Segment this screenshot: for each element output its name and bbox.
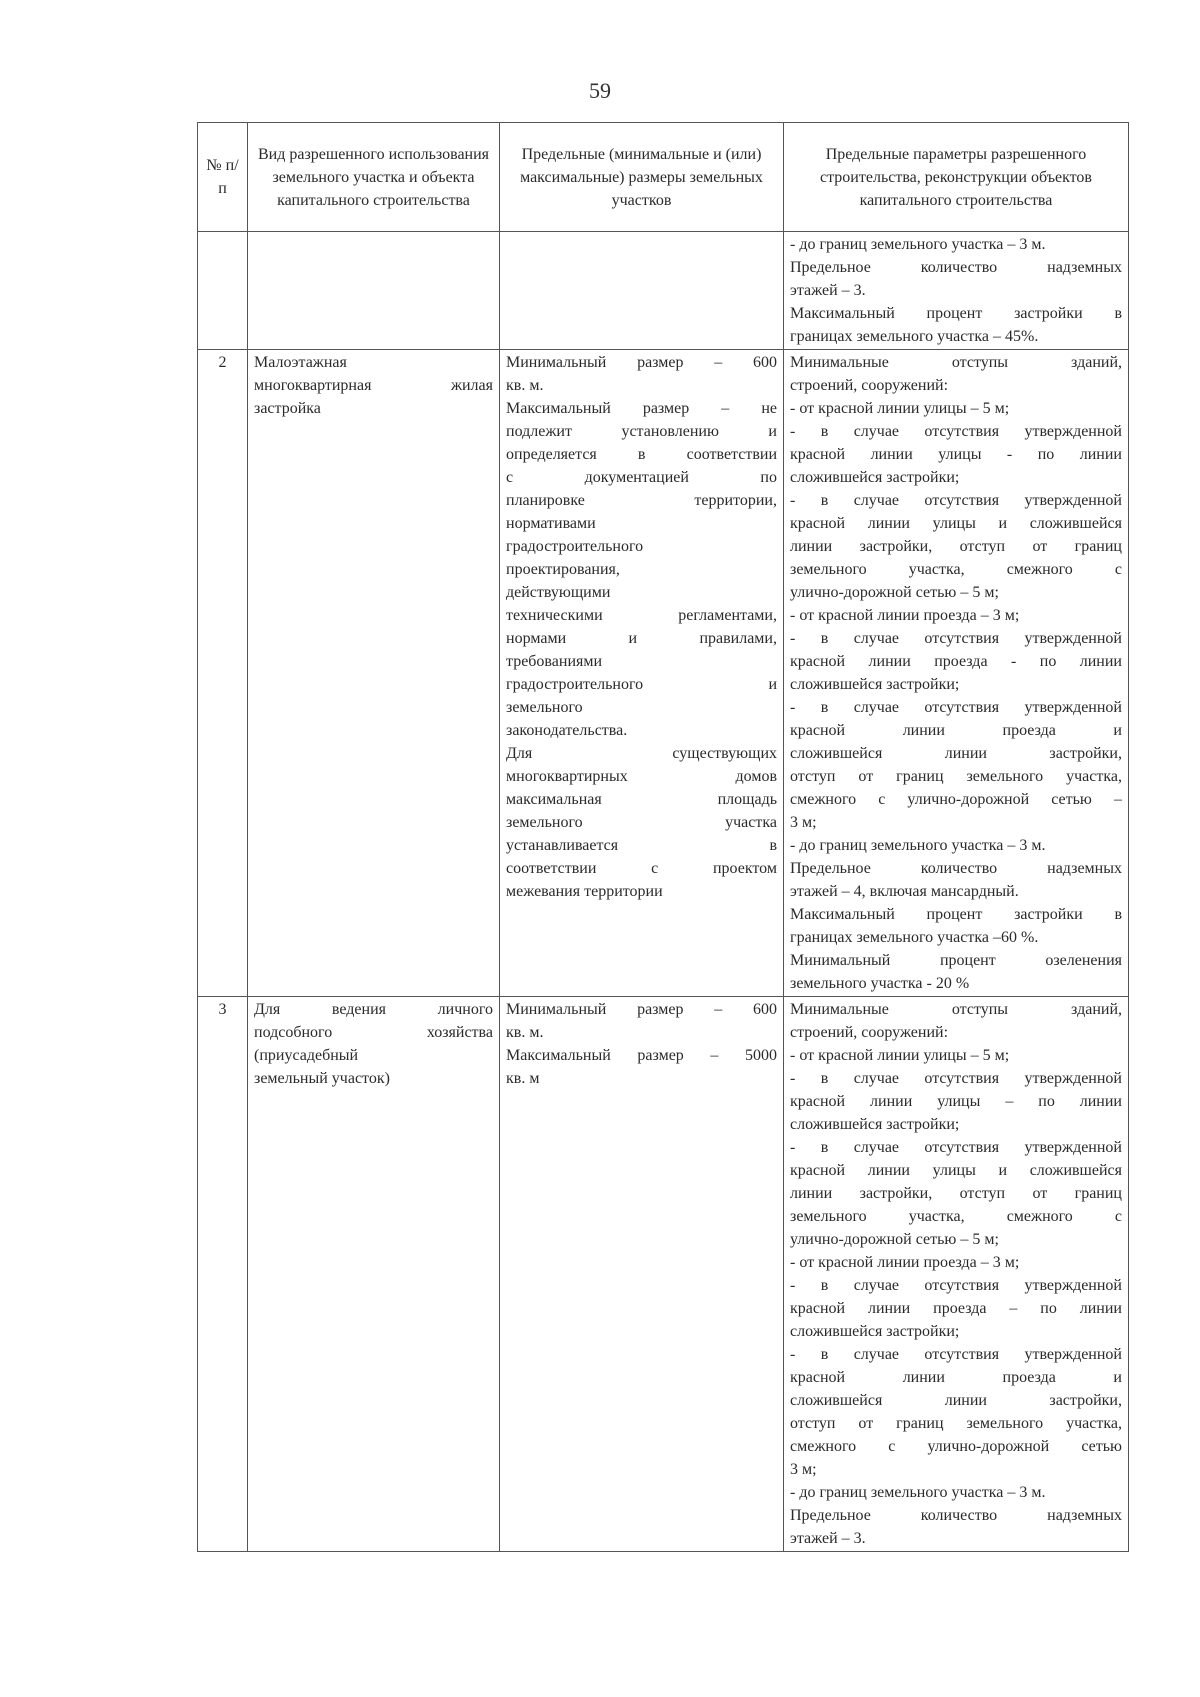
cell-line: земельного участка, смежного с bbox=[790, 1208, 1122, 1225]
cell-line: улично-дорожной сетью – 5 м; bbox=[790, 1231, 999, 1248]
cell-line: с документацией по bbox=[506, 469, 777, 486]
cell-line: (приусадебный bbox=[254, 1047, 359, 1064]
cell-line: кв. м. bbox=[506, 1024, 544, 1041]
cell-line: градостроительного bbox=[506, 538, 644, 555]
cell-sizes bbox=[500, 232, 784, 350]
cell-line: действующими bbox=[506, 584, 611, 601]
cell-line: Максимальный процент застройки в bbox=[790, 305, 1122, 322]
cell-line: межевания территории bbox=[506, 883, 663, 900]
cell-line: - в случае отсутствия утвержденной bbox=[790, 423, 1122, 440]
cell-line: Предельное количество надземных bbox=[790, 259, 1122, 276]
cell-line: Предельное количество надземных bbox=[790, 860, 1122, 877]
table-row bbox=[198, 997, 1129, 1552]
cell-line: - в случае отсутствия утвержденной bbox=[790, 1346, 1122, 1363]
cell-params bbox=[784, 350, 1129, 997]
cell-line: красной линии проезда - по линии bbox=[790, 653, 1122, 670]
cell-line: отступ от границ земельного участка, bbox=[790, 768, 1122, 785]
cell-line: Малоэтажная bbox=[254, 354, 347, 371]
cell-line: линии застройки, отступ от границ bbox=[790, 1185, 1122, 1202]
cell-line: границах земельного участка –60 %. bbox=[790, 929, 1039, 946]
cell-line: красной линии улицы и сложившейся bbox=[790, 515, 1122, 532]
cell-line: этажей – 3. bbox=[790, 282, 866, 299]
header-num: № п/п bbox=[198, 123, 248, 232]
cell-line: нормативами bbox=[506, 515, 596, 532]
cell-line: сложившейся застройки; bbox=[790, 676, 960, 693]
cell-line: сложившейся линии застройки, bbox=[790, 1392, 1122, 1409]
cell-line: Минимальный размер – 600 bbox=[506, 1001, 777, 1018]
cell-line: максимальная площадь bbox=[506, 791, 777, 808]
cell-line: - в случае отсутствия утвержденной bbox=[790, 699, 1122, 716]
cell-line: отступ от границ земельного участка, bbox=[790, 1415, 1122, 1432]
cell-line: Минимальные отступы зданий, bbox=[790, 1001, 1122, 1018]
cell-line: проектирования, bbox=[506, 561, 620, 578]
table-header-row bbox=[198, 123, 1129, 232]
cell-params bbox=[784, 997, 1129, 1552]
header-params: Предельные параметры разрешенного строительства, реконструкции объектов капитального строительства bbox=[784, 123, 1129, 232]
cell-line: планировке территории, bbox=[506, 492, 777, 509]
cell-line: - в случае отсутствия утвержденной bbox=[790, 1139, 1122, 1156]
cell-line: многоквартирных домов bbox=[506, 768, 777, 785]
cell-line: красной линии проезда и bbox=[790, 1369, 1122, 1386]
cell-line: красной линии улицы – по линии bbox=[790, 1093, 1122, 1110]
cell-line: - в случае отсутствия утвержденной bbox=[790, 492, 1122, 509]
cell-line: смежного с улично-дорожной сетью – bbox=[790, 791, 1122, 808]
cell-use-type bbox=[248, 232, 500, 350]
cell-line: устанавливается в bbox=[506, 837, 777, 854]
cell-line: земельного bbox=[506, 699, 583, 716]
cell-line: земельного участка, смежного с bbox=[790, 561, 1122, 578]
cell-line: земельного участка bbox=[506, 814, 777, 831]
cell-line: красной линии улицы и сложившейся bbox=[790, 1162, 1122, 1179]
table-row bbox=[198, 232, 1129, 350]
cell-line: - до границ земельного участка – 3 м. bbox=[790, 1484, 1046, 1501]
cell-line: границах земельного участка – 45%. bbox=[790, 328, 1039, 345]
regulations-table bbox=[197, 122, 1129, 1552]
cell-line: сложившейся застройки; bbox=[790, 469, 960, 486]
cell-line: этажей – 3. bbox=[790, 1530, 866, 1547]
cell-line: Максимальный размер – не bbox=[506, 400, 777, 417]
cell-line: - до границ земельного участка – 3 м. bbox=[790, 837, 1046, 854]
cell-line: земельного участка - 20 % bbox=[790, 975, 970, 992]
cell-line: - в случае отсутствия утвержденной bbox=[790, 1277, 1122, 1294]
row-number: 2 bbox=[198, 350, 248, 997]
cell-line: определяется в соответствии bbox=[506, 446, 777, 463]
cell-line: застройка bbox=[254, 400, 321, 417]
cell-line: законодательства. bbox=[506, 722, 628, 739]
cell-line: Для существующих bbox=[506, 745, 777, 762]
cell-use-type bbox=[248, 350, 500, 997]
cell-line: сложившейся застройки; bbox=[790, 1323, 960, 1340]
cell-line: строений, сооружений: bbox=[790, 377, 949, 394]
cell-line: - в случае отсутствия утвержденной bbox=[790, 1070, 1122, 1087]
cell-line: строений, сооружений: bbox=[790, 1024, 949, 1041]
cell-line: Минимальные отступы зданий, bbox=[790, 354, 1122, 371]
cell-line: техническими регламентами, bbox=[506, 607, 777, 624]
cell-line: Минимальный процент озеленения bbox=[790, 952, 1122, 969]
cell-line: линии застройки, отступ от границ bbox=[790, 538, 1122, 555]
cell-line: - от красной линии улицы – 5 м; bbox=[790, 400, 1010, 417]
cell-line: требованиями bbox=[506, 653, 603, 670]
cell-line: кв. м. bbox=[506, 377, 544, 394]
cell-line: - от красной линии проезда – 3 м; bbox=[790, 1254, 1020, 1271]
table-row bbox=[198, 350, 1129, 997]
cell-line: Минимальный размер – 600 bbox=[506, 354, 777, 371]
cell-sizes bbox=[500, 350, 784, 997]
cell-line: сложившейся линии застройки, bbox=[790, 745, 1122, 762]
cell-line: Максимальный процент застройки в bbox=[790, 906, 1122, 923]
cell-line: многоквартирная жилая bbox=[254, 377, 493, 394]
cell-line: земельный участок) bbox=[254, 1070, 390, 1087]
cell-params bbox=[784, 232, 1129, 350]
header-use-type: Вид разрешенного использования земельного участка и объекта капитального строительства bbox=[248, 123, 500, 232]
row-number bbox=[198, 232, 248, 350]
cell-line: градостроительного и bbox=[506, 676, 777, 693]
cell-line: 3 м; bbox=[790, 814, 817, 831]
cell-line: подлежит установлению и bbox=[506, 423, 777, 440]
cell-line: - от красной линии улицы – 5 м; bbox=[790, 1047, 1010, 1064]
cell-line: красной линии проезда – по линии bbox=[790, 1300, 1122, 1317]
cell-line: кв. м bbox=[506, 1070, 540, 1087]
cell-line: - в случае отсутствия утвержденной bbox=[790, 630, 1122, 647]
page-number: 59 bbox=[589, 78, 611, 103]
cell-line: сложившейся застройки; bbox=[790, 1116, 960, 1133]
cell-line: Максимальный размер – 5000 bbox=[506, 1047, 777, 1064]
cell-line: Предельное количество надземных bbox=[790, 1507, 1122, 1524]
cell-line: нормами и правилами, bbox=[506, 630, 777, 647]
cell-sizes bbox=[500, 997, 784, 1552]
cell-line: - от красной линии проезда – 3 м; bbox=[790, 607, 1020, 624]
cell-line: улично-дорожной сетью – 5 м; bbox=[790, 584, 999, 601]
header-sizes: Предельные (минимальные и (или) максимальные) размеры земельных участков bbox=[500, 123, 784, 232]
cell-line: - до границ земельного участка – 3 м. bbox=[790, 236, 1046, 253]
cell-line: смежного с улично-дорожной сетью bbox=[790, 1438, 1122, 1455]
cell-line: соответствии с проектом bbox=[506, 860, 777, 877]
cell-line: этажей – 4, включая мансардный. bbox=[790, 883, 1019, 900]
cell-line: красной линии проезда и bbox=[790, 722, 1122, 739]
cell-line: Для ведения личного bbox=[254, 1001, 493, 1018]
row-number: 3 bbox=[198, 997, 248, 1552]
cell-line: подсобного хозяйства bbox=[254, 1024, 493, 1041]
cell-line: красной линии улицы - по линии bbox=[790, 446, 1122, 463]
cell-line: 3 м; bbox=[790, 1461, 817, 1478]
cell-use-type bbox=[248, 997, 500, 1552]
